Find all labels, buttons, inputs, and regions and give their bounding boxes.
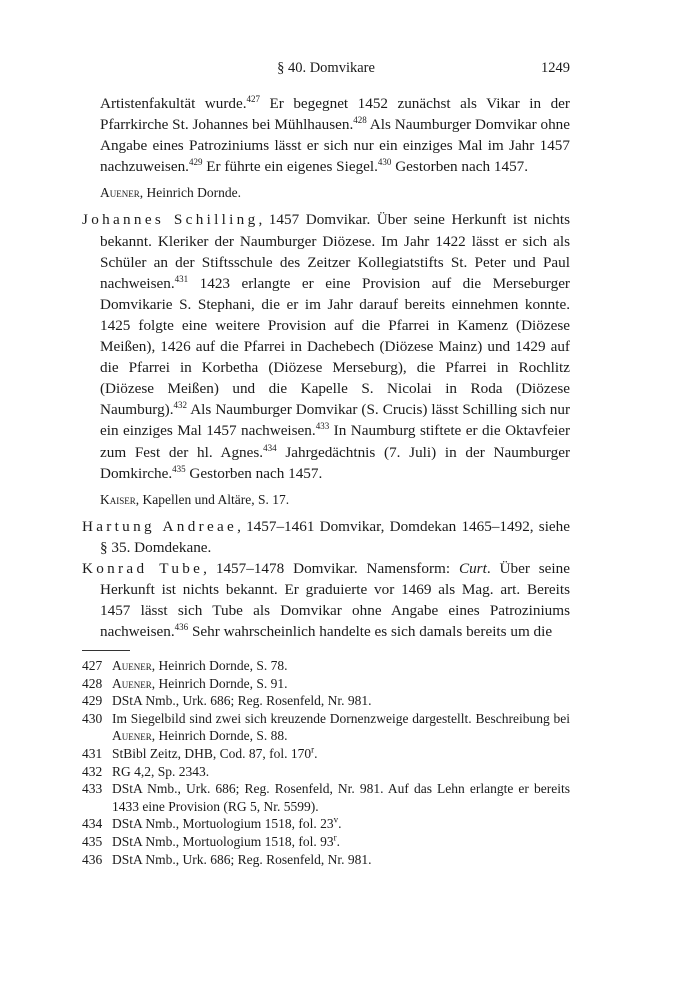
footnote-ref[interactable]: 433 (315, 421, 330, 432)
paragraph-continuation: Artistenfakultät wurde.$^{427}$ Er begegnet 1452 zunächst als Vikar in der Pfarrkirche St. Johannes bei Mühlhausen.$^{428}$ Als Naumburger Domvikar ohne Angabe eines Patroziniums lässt er sich nur ein einziges Mal im Jahr 1457 nachzuweisen.$^{429}$ Er führte ein eigenes Siegel.$^{430}$ Gestorben nach 1457. (100, 93, 571, 176)
footnote-ref[interactable]: 435 (172, 463, 186, 474)
footnote-ref[interactable]: 427 (246, 93, 261, 104)
footnote-ref[interactable]: 431 (174, 273, 189, 284)
footnote-number: 432 (82, 763, 103, 779)
footnote-text: StBibl Zeitz, DHB, Cod. 87, fol. 170$^r$. (112, 744, 318, 761)
entry-hartung-andreae: Hartung Andreae, 1457–1461 Domvikar, Domdekan 1465–1492, siehe § 35. Domdekane. (82, 517, 570, 556)
footnote-number: 434 (82, 816, 103, 832)
footnote-number: 427 (82, 658, 103, 673)
footnote-text: DStA Nmb., Mortuologium 1518, fol. 23$^v$. (112, 814, 342, 832)
literature-reference: Auener, Heinrich Dornde. (100, 185, 241, 201)
footnote (82, 851, 570, 869)
main-text (82, 93, 570, 642)
footnote-ref[interactable]: 430 (377, 157, 392, 168)
footnote-number: 433 (82, 781, 103, 797)
entry-name: Johannes Schilling (82, 211, 259, 229)
entry-johannes-schilling: Johannes Schilling, 1457 Domvikar. Über seine Herkunft ist nichts bekannt. Kleriker der Naumburger Diözese. Im Jahr 1422 lässt er sich als Schüler an der Stiftsschule des Zeitzer Kollegiatstifts St. Peter und Paul nachweisen.$^{431}$ 1423 erlangte er eine Provision auf die Merseburger Domvikarie S. Stephani, die er im Jahr darauf bereits einnehmen konnte. 1425 folgte eine weitere Provision auf die Pfarrei in Kamenz (Diözese Meißen), 1426 auf die Pfarrei in Dachebech (Diözese Mainz) und 1429 auf die Pfarrei in Korbetha (Diözese Merseburg), die Pfarrei in Rochlitz (Diözese Meißen) und die Kapelle S. Nicolai in Roda (Diözese Naumburg).$^{432}$ Als Naumburger Domvikar (S. Crucis) lässt Schilling sich nur ein einziges Mal 1457 nachweisen.$^{433}$ In Naumburg stiftete er die Oktavfeier zum Fest der hl. Agnes.$^{434}$ Jahrgedächtnis (7. Juli) in der Naumburger Domkirche.$^{435}$ Gestorben nach 1457. (82, 211, 571, 482)
footnote-divider (82, 650, 130, 651)
footnote-text: RG 4,2, Sp. 2343. (112, 763, 210, 779)
footnote (82, 833, 570, 851)
running-header (82, 60, 570, 80)
running-title: § 40. Domvikare (277, 60, 375, 76)
footnote-text: DStA Nmb., Mortuologium 1518, fol. 93$^r$. (112, 832, 341, 849)
footnote-number: 430 (82, 710, 103, 726)
literature-reference: Kaiser, Kapellen und Altäre, S. 17. (100, 491, 290, 507)
footnote-number: 435 (82, 833, 103, 849)
footnote (82, 815, 570, 833)
footnote-ref[interactable]: 432 (173, 400, 188, 411)
footnote-text: DStA Nmb., Urk. 686; Reg. Rosenfeld, Nr. 981. (112, 851, 372, 867)
entry-name: Konrad Tube (82, 559, 204, 577)
footnote-ref[interactable]: 436 (174, 622, 189, 633)
footnote-text: Auener, Heinrich Dornde, S. 78. (112, 658, 288, 673)
footnote (82, 745, 570, 763)
footnote (82, 763, 570, 781)
footnote-text: Im Siegelbild sind zwei sich kreuzende Dornenzweige dargestellt. Beschreibung bei Auener, Heinrich Dornde, S. 88. (112, 710, 570, 744)
page-number: 1249 (541, 60, 570, 76)
footnote-ref[interactable]: 434 (263, 442, 277, 453)
footnote-number: 428 (82, 675, 103, 691)
footnote-number: 431 (82, 745, 103, 761)
footnote (82, 657, 570, 675)
footnotes (82, 657, 570, 868)
footnote (82, 710, 570, 745)
footnote-text: DStA Nmb., Urk. 686; Reg. Rosenfeld, Nr. 981. (112, 693, 372, 709)
footnote-number: 436 (82, 851, 103, 867)
footnote-text: Auener, Heinrich Dornde, S. 91. (112, 675, 288, 691)
entry-name: Hartung Andreae (82, 517, 238, 535)
footnote-ref[interactable]: 429 (188, 157, 203, 168)
footnote (82, 780, 570, 815)
footnote-ref[interactable]: 428 (353, 115, 367, 126)
entry-konrad-tube: Konrad Tube, 1457–1478 Domvikar. Namensform: Curt. Über seine Herkunft ist nichts bekannt. Er graduierte vor 1469 als Mag. art. Bereits 1457 lässt sich Tube als Domvikar ohne Angabe eines Patroziniums nachweisen.$^{436}$ Sehr wahrscheinlich handelte es sich damals bereits um die (82, 559, 570, 641)
footnote-text: DStA Nmb., Urk. 686; Reg. Rosenfeld, Nr. 981. Auf das Lehn erlangte er bereits 1433 eine Provision (RG 5, Nr. 5599). (112, 781, 570, 814)
footnote (82, 692, 570, 710)
footnote-number: 429 (82, 693, 103, 709)
footnote (82, 675, 570, 693)
